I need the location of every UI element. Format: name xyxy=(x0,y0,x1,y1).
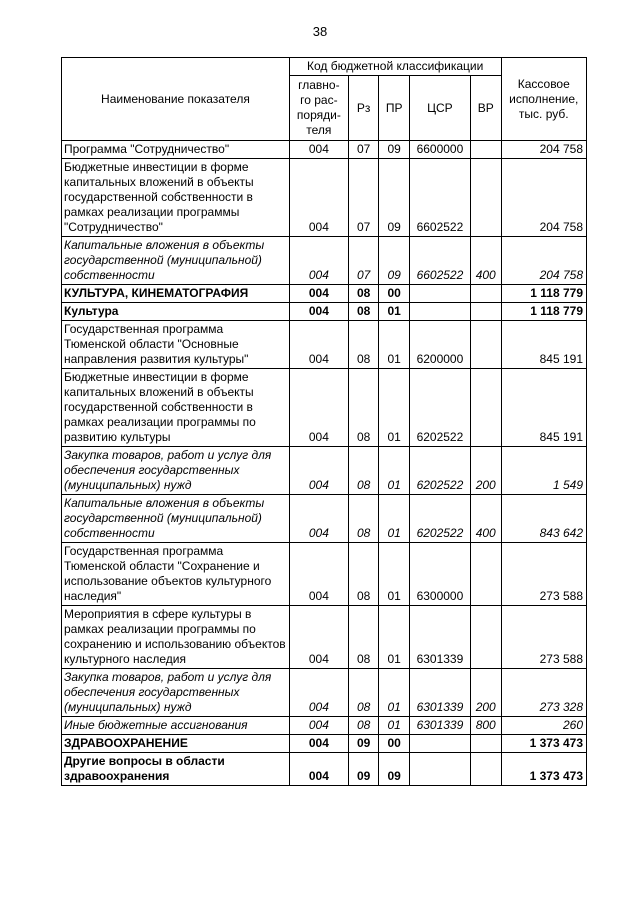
header-glav: главно- го рас- поряди- теля xyxy=(289,76,348,141)
amount-cell: 204 758 xyxy=(501,159,587,237)
pr-cell: 09 xyxy=(379,159,410,237)
vr-cell xyxy=(470,141,501,159)
table-row xyxy=(62,495,587,543)
glav-cell: 004 xyxy=(289,669,348,717)
name-cell: Другие вопросы в области здравоохранения xyxy=(62,753,290,786)
glav-cell: 004 xyxy=(289,237,348,285)
vr-cell xyxy=(470,159,501,237)
table-row xyxy=(62,303,587,321)
rz-cell: 08 xyxy=(348,606,379,669)
budget-table xyxy=(61,57,587,786)
table-row xyxy=(62,141,587,159)
pr-cell: 00 xyxy=(379,735,410,753)
header-code-group: Код бюджетной классификации xyxy=(289,58,501,76)
pr-cell: 01 xyxy=(379,303,410,321)
csr-cell xyxy=(409,753,470,786)
table-row xyxy=(62,753,587,786)
table-row xyxy=(62,369,587,447)
glav-cell: 004 xyxy=(289,735,348,753)
csr-cell: 6200000 xyxy=(409,321,470,369)
amount-cell: 843 642 xyxy=(501,495,587,543)
amount-cell: 1 118 779 xyxy=(501,285,587,303)
amount-cell: 260 xyxy=(501,717,587,735)
amount-cell: 1 549 xyxy=(501,447,587,495)
csr-cell: 6202522 xyxy=(409,447,470,495)
header-name: Наименование показателя xyxy=(62,58,290,141)
vr-cell xyxy=(470,321,501,369)
table-row xyxy=(62,543,587,606)
rz-cell: 09 xyxy=(348,735,379,753)
rz-cell: 08 xyxy=(348,369,379,447)
amount-cell: 273 328 xyxy=(501,669,587,717)
csr-cell xyxy=(409,285,470,303)
amount-cell: 845 191 xyxy=(501,369,587,447)
amount-cell: 1 373 473 xyxy=(501,753,587,786)
glav-cell: 004 xyxy=(289,543,348,606)
name-cell: Закупка товаров, работ и услуг для обеспечения государственных (муниципальных) нужд xyxy=(62,669,290,717)
vr-cell: 400 xyxy=(470,237,501,285)
pr-cell: 01 xyxy=(379,669,410,717)
page-number: 38 xyxy=(312,24,328,39)
name-cell: Мероприятия в сфере культуры в рамках реализации программы по сохранению и использованию объектов культурного наследия xyxy=(62,606,290,669)
header-pr: ПР xyxy=(379,76,410,141)
rz-cell: 08 xyxy=(348,321,379,369)
pr-cell: 09 xyxy=(379,753,410,786)
vr-cell xyxy=(470,285,501,303)
pr-cell: 01 xyxy=(379,447,410,495)
vr-cell xyxy=(470,543,501,606)
csr-cell: 6301339 xyxy=(409,669,470,717)
vr-cell xyxy=(470,303,501,321)
name-cell: Бюджетные инвестиции в форме капитальных вложений в объекты государственной собственности в рамках реализации программы "Сотрудничество" xyxy=(62,159,290,237)
header-rz: Рз xyxy=(348,76,379,141)
glav-cell: 004 xyxy=(289,285,348,303)
glav-cell: 004 xyxy=(289,447,348,495)
name-cell: Программа "Сотрудничество" xyxy=(62,141,290,159)
amount-cell: 273 588 xyxy=(501,543,587,606)
amount-cell: 1 118 779 xyxy=(501,303,587,321)
csr-cell: 6301339 xyxy=(409,606,470,669)
table-body xyxy=(62,141,587,786)
header-csr: ЦСР xyxy=(409,76,470,141)
pr-cell: 01 xyxy=(379,321,410,369)
name-cell: Бюджетные инвестиции в форме капитальных вложений в объекты государственной собственности в рамках реализации программы по развитию культуры xyxy=(62,369,290,447)
pr-cell: 01 xyxy=(379,606,410,669)
csr-cell: 6202522 xyxy=(409,495,470,543)
name-cell: Капитальные вложения в объекты государственной (муниципальной) собственности xyxy=(62,237,290,285)
csr-cell: 6600000 xyxy=(409,141,470,159)
vr-cell: 400 xyxy=(470,495,501,543)
glav-cell: 004 xyxy=(289,321,348,369)
rz-cell: 07 xyxy=(348,237,379,285)
rz-cell: 08 xyxy=(348,447,379,495)
glav-cell: 004 xyxy=(289,141,348,159)
rz-cell: 09 xyxy=(348,753,379,786)
pr-cell: 00 xyxy=(379,285,410,303)
rz-cell: 08 xyxy=(348,669,379,717)
rz-cell: 08 xyxy=(348,495,379,543)
header-vr: ВР xyxy=(470,76,501,141)
glav-cell: 004 xyxy=(289,159,348,237)
amount-cell: 1 373 473 xyxy=(501,735,587,753)
name-cell: Закупка товаров, работ и услуг для обеспечения государственных (муниципальных) нужд xyxy=(62,447,290,495)
amount-cell: 204 758 xyxy=(501,237,587,285)
csr-cell xyxy=(409,303,470,321)
pr-cell: 01 xyxy=(379,543,410,606)
pr-cell: 09 xyxy=(379,141,410,159)
header-row-top xyxy=(62,58,587,76)
glav-cell: 004 xyxy=(289,606,348,669)
name-cell: Культура xyxy=(62,303,290,321)
amount-cell: 204 758 xyxy=(501,141,587,159)
name-cell: Государственная программа Тюменской области "Сохранение и использование объектов культурного наследия" xyxy=(62,543,290,606)
rz-cell: 07 xyxy=(348,141,379,159)
table-row xyxy=(62,159,587,237)
rz-cell: 08 xyxy=(348,303,379,321)
table-row xyxy=(62,669,587,717)
csr-cell xyxy=(409,735,470,753)
name-cell: Государственная программа Тюменской области "Основные направления развития культуры" xyxy=(62,321,290,369)
vr-cell: 200 xyxy=(470,669,501,717)
vr-cell: 800 xyxy=(470,717,501,735)
table-row xyxy=(62,735,587,753)
amount-cell: 845 191 xyxy=(501,321,587,369)
glav-cell: 004 xyxy=(289,495,348,543)
rz-cell: 08 xyxy=(348,717,379,735)
pr-cell: 01 xyxy=(379,495,410,543)
csr-cell: 6300000 xyxy=(409,543,470,606)
rz-cell: 08 xyxy=(348,543,379,606)
name-cell: Капитальные вложения в объекты государственной (муниципальной) собственности xyxy=(62,495,290,543)
name-cell: Иные бюджетные ассигнования xyxy=(62,717,290,735)
csr-cell: 6602522 xyxy=(409,237,470,285)
name-cell: ЗДРАВООХРАНЕНИЕ xyxy=(62,735,290,753)
csr-cell: 6301339 xyxy=(409,717,470,735)
header-amount: Кассовое исполнение, тыс. руб. xyxy=(501,58,587,141)
table-row xyxy=(62,237,587,285)
vr-cell: 200 xyxy=(470,447,501,495)
pr-cell: 01 xyxy=(379,369,410,447)
amount-cell: 273 588 xyxy=(501,606,587,669)
rz-cell: 08 xyxy=(348,285,379,303)
csr-cell: 6202522 xyxy=(409,369,470,447)
vr-cell xyxy=(470,369,501,447)
vr-cell xyxy=(470,735,501,753)
table-row xyxy=(62,285,587,303)
table-row xyxy=(62,447,587,495)
glav-cell: 004 xyxy=(289,303,348,321)
vr-cell xyxy=(470,606,501,669)
table-row xyxy=(62,321,587,369)
pr-cell: 09 xyxy=(379,237,410,285)
rz-cell: 07 xyxy=(348,159,379,237)
vr-cell xyxy=(470,753,501,786)
table-row xyxy=(62,606,587,669)
csr-cell: 6602522 xyxy=(409,159,470,237)
name-cell: КУЛЬТУРА, КИНЕМАТОГРАФИЯ xyxy=(62,285,290,303)
glav-cell: 004 xyxy=(289,753,348,786)
pr-cell: 01 xyxy=(379,717,410,735)
table-row xyxy=(62,717,587,735)
glav-cell: 004 xyxy=(289,717,348,735)
glav-cell: 004 xyxy=(289,369,348,447)
